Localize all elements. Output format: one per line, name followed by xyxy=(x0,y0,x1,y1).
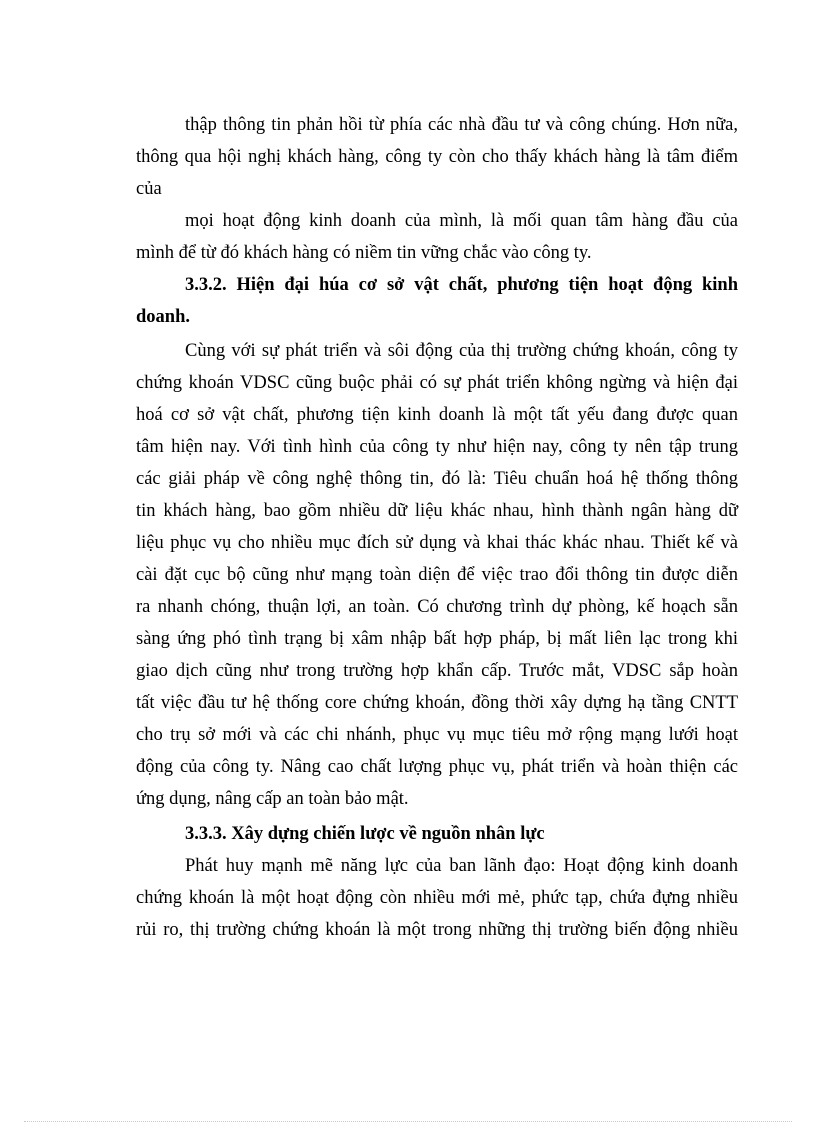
paragraph-line: các giải pháp về công nghệ thông tin, đó là: Tiêu chuẩn hoá hệ thống thông xyxy=(136,469,738,489)
paragraph-line: mình để từ đó khách hàng có niềm tin vững chắc vào công ty. xyxy=(136,243,592,263)
paragraph-line: liệu phục vụ cho nhiều mục đích sử dụng và khai thác khác nhau. Thiết kế và xyxy=(136,533,738,553)
paragraph-line: chứng khoán là một hoạt động còn nhiều mới mẻ, phức tạp, chứa đựng nhiều xyxy=(136,888,738,908)
paragraph-line: giao dịch cũng như trong trường hợp khẩn cấp. Trước mắt, VDSC sắp hoàn xyxy=(136,661,738,681)
paragraph-line: chứng khoán VDSC cũng buộc phải có sự phát triển không ngừng và hiện đại xyxy=(136,373,738,393)
section-heading: doanh. xyxy=(136,307,190,327)
section-heading: 3.3.2. Hiện đại húa cơ sở vật chất, phương tiện hoạt động kinh xyxy=(185,275,738,295)
paragraph-line: ứng dụng, nâng cấp an toàn bảo mật. xyxy=(136,789,409,809)
paragraph-line: Phát huy mạnh mẽ năng lực của ban lãnh đạo: Hoạt động kinh doanh xyxy=(185,856,738,876)
paragraph-line: sàng ứng phó tình trạng bị xâm nhập bất hợp pháp, bị mất liên lạc trong khi xyxy=(136,629,738,649)
paragraph-line: mọi hoạt động kinh doanh của mình, là mối quan tâm hàng đầu của xyxy=(185,211,738,231)
paragraph-line: thập thông tin phản hồi từ phía các nhà đầu tư và công chúng. Hơn nữa, xyxy=(185,115,738,135)
page-bottom-divider xyxy=(24,1121,792,1122)
paragraph-line: tin khách hàng, bao gồm nhiều dữ liệu khác nhau, hình thành ngân hàng dữ xyxy=(136,501,738,521)
paragraph-line: cho trụ sở mới và các chi nhánh, phục vụ mục tiêu mở rộng mạng lưới hoạt xyxy=(136,725,738,745)
paragraph-line: thông qua hội nghị khách hàng, công ty còn cho thấy khách hàng là tâm điểm xyxy=(136,147,738,167)
paragraph-line: ra nhanh chóng, thuận lợi, an toàn. Có chương trình dự phòng, kế hoạch sẵn xyxy=(136,597,738,617)
paragraph-line: cài đặt cục bộ cũng như mạng toàn diện để việc trao đổi thông tin được diễn xyxy=(136,565,738,585)
section-heading: 3.3.3. Xây dựng chiến lược về nguồn nhân lực xyxy=(185,824,545,844)
paragraph-line: tất việc đầu tư hệ thống core chứng khoán, đồng thời xây dựng hạ tầng CNTT xyxy=(136,693,738,713)
paragraph-line: Cùng với sự phát triển và sôi động của thị trường chứng khoán, công ty xyxy=(185,341,738,361)
paragraph-line: của xyxy=(136,179,162,199)
paragraph-line: động của công ty. Nâng cao chất lượng phục vụ, phát triển và hoàn thiện các xyxy=(136,757,738,777)
paragraph-line: tâm hiện nay. Với tình hình của công ty như hiện nay, công ty nên tập trung xyxy=(136,437,738,457)
paragraph-line: rủi ro, thị trường chứng khoán là một trong những thị trường biến động nhiều xyxy=(136,920,738,940)
paragraph-line: hoá cơ sở vật chất, phương tiện kinh doanh là một tất yếu đang được quan xyxy=(136,405,738,425)
